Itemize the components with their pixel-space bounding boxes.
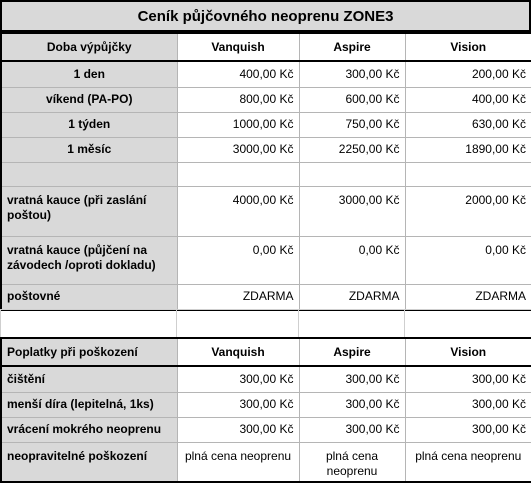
table-row xyxy=(1,137,531,162)
empty-cell xyxy=(177,162,299,186)
price-cell: 0,00 Kč xyxy=(299,236,405,284)
damage-header-row xyxy=(1,338,531,366)
price-cell: 750,00 Kč xyxy=(299,112,405,137)
price-cell: 200,00 Kč xyxy=(405,61,531,87)
price-cell: 3000,00 Kč xyxy=(299,186,405,236)
price-cell: 300,00 Kč xyxy=(405,366,531,392)
table-row xyxy=(1,87,531,112)
row-label: neopravitelné poškození xyxy=(1,442,177,482)
header-vision: Vision xyxy=(405,33,531,61)
table-row xyxy=(1,236,531,284)
empty-cell xyxy=(405,310,531,338)
table-row xyxy=(1,186,531,236)
price-cell: ZDARMA xyxy=(299,284,405,310)
header-vanquish: Vanquish xyxy=(177,338,299,366)
price-cell: 300,00 Kč xyxy=(299,61,405,87)
row-label: 1 měsíc xyxy=(1,137,177,162)
price-cell: 300,00 Kč xyxy=(405,417,531,442)
price-cell: 0,00 Kč xyxy=(405,236,531,284)
price-cell: 0,00 Kč xyxy=(177,236,299,284)
row-label: čištění xyxy=(1,366,177,392)
table-row xyxy=(1,112,531,137)
price-cell: 300,00 Kč xyxy=(177,366,299,392)
row-label: 1 den xyxy=(1,61,177,87)
price-cell: 2250,00 Kč xyxy=(299,137,405,162)
header-aspire: Aspire xyxy=(299,33,405,61)
table-row xyxy=(1,366,531,392)
price-cell: 300,00 Kč xyxy=(405,392,531,417)
empty-cell xyxy=(299,310,405,338)
header-aspire: Aspire xyxy=(299,338,405,366)
row-label: víkend (PA-PO) xyxy=(1,87,177,112)
price-cell: plná cena neoprenu xyxy=(299,442,405,482)
price-cell: 300,00 Kč xyxy=(177,392,299,417)
price-cell: 300,00 Kč xyxy=(177,417,299,442)
price-cell: 300,00 Kč xyxy=(299,417,405,442)
empty-cell xyxy=(1,162,177,186)
price-cell: plná cena neoprenu xyxy=(177,442,299,482)
price-cell: 600,00 Kč xyxy=(299,87,405,112)
empty-cell xyxy=(177,310,299,338)
price-cell: plná cena neoprenu xyxy=(405,442,531,482)
row-label: poštovné xyxy=(1,284,177,310)
row-label: 1 týden xyxy=(1,112,177,137)
row-label: vratná kauce (půjčení na závodech /oproti dokladu) xyxy=(1,236,177,284)
empty-cell xyxy=(299,162,405,186)
empty-row xyxy=(1,162,531,186)
price-cell: ZDARMA xyxy=(177,284,299,310)
header-damage-fees: Poplatky při poškození xyxy=(1,338,177,366)
price-cell: 300,00 Kč xyxy=(299,366,405,392)
page-title: Ceník půjčovného neoprenu ZONE3 xyxy=(0,0,531,32)
table-row xyxy=(1,442,531,482)
rental-price-table xyxy=(0,32,531,311)
empty-cell xyxy=(405,162,531,186)
header-rental-period: Doba výpůjčky xyxy=(1,33,177,61)
row-label: vrácení mokrého neoprenu xyxy=(1,417,177,442)
price-cell: 2000,00 Kč xyxy=(405,186,531,236)
table-row xyxy=(1,284,531,310)
table-row xyxy=(1,392,531,417)
table-row xyxy=(1,61,531,87)
price-cell: 1890,00 Kč xyxy=(405,137,531,162)
table-row xyxy=(1,417,531,442)
header-vanquish: Vanquish xyxy=(177,33,299,61)
row-label: menší díra (lepitelná, 1ks) xyxy=(1,392,177,417)
empty-cell xyxy=(1,310,177,338)
price-cell: 630,00 Kč xyxy=(405,112,531,137)
header-vision: Vision xyxy=(405,338,531,366)
price-cell: 400,00 Kč xyxy=(177,61,299,87)
rental-header-row xyxy=(1,33,531,61)
price-cell: 1000,00 Kč xyxy=(177,112,299,137)
price-cell: ZDARMA xyxy=(405,284,531,310)
price-cell: 3000,00 Kč xyxy=(177,137,299,162)
price-cell: 4000,00 Kč xyxy=(177,186,299,236)
spacer-row xyxy=(0,309,531,338)
damage-fee-table xyxy=(0,337,531,483)
price-cell: 300,00 Kč xyxy=(299,392,405,417)
row-label: vratná kauce (při zaslání poštou) xyxy=(1,186,177,236)
price-cell: 800,00 Kč xyxy=(177,87,299,112)
price-cell: 400,00 Kč xyxy=(405,87,531,112)
